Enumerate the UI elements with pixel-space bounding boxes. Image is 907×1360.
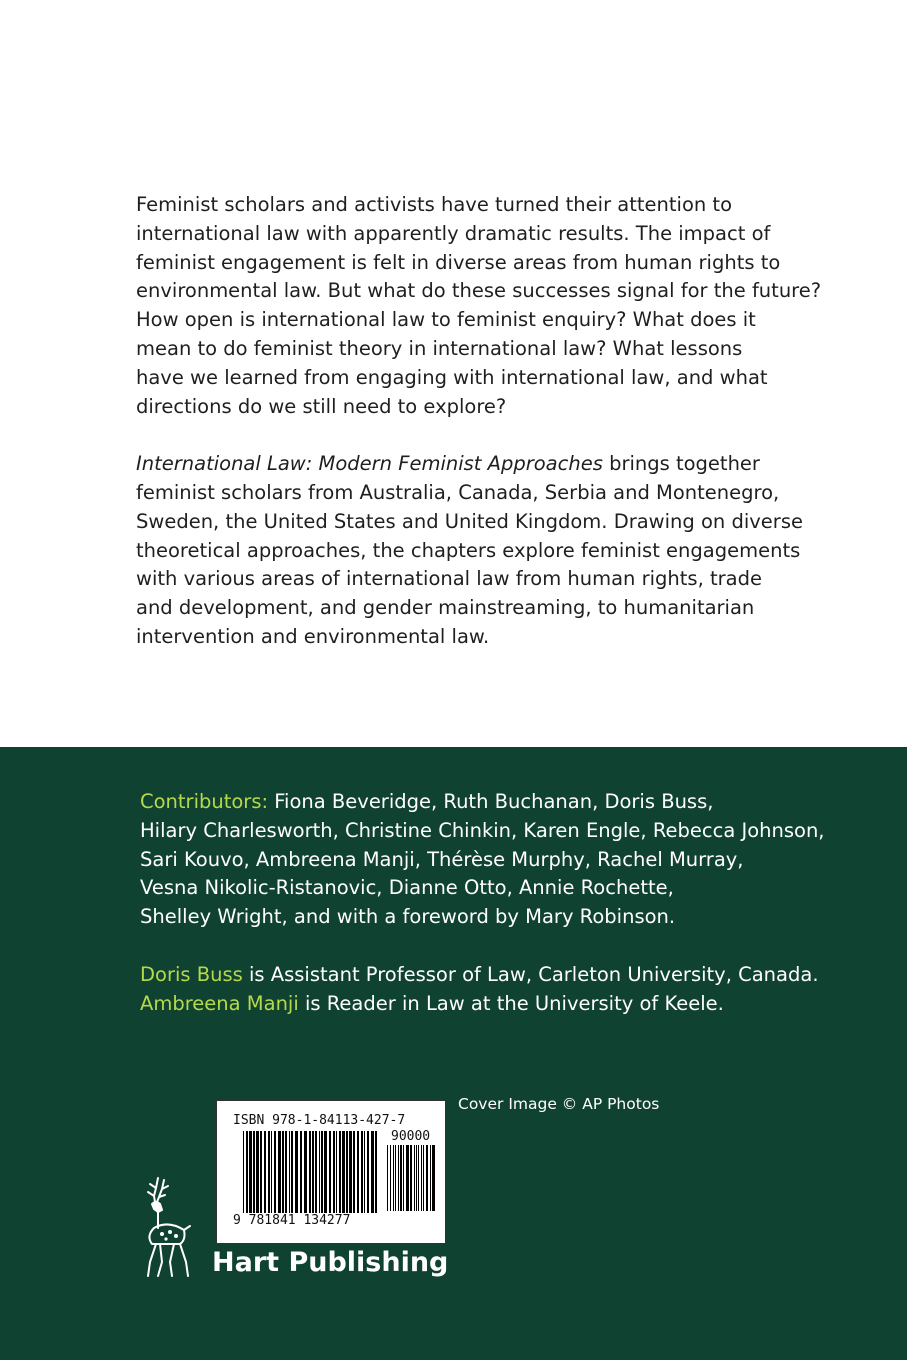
barcode-bar [274,1131,276,1213]
publisher-name: Hart Publishing [212,1247,449,1278]
barcode-bar [398,1145,399,1211]
barcode-bar [430,1145,431,1211]
barcode-bar [243,1131,244,1213]
blurb-line: theoretical approaches, the chapters explore feminist engagements [136,538,801,562]
barcode-bar [264,1131,266,1213]
blurb-line: intervention and environmental law. [136,624,490,648]
barcode-bar [312,1131,314,1213]
cover-image-credit: Cover Image © AP Photos [458,1095,660,1113]
editor-line [140,990,860,1019]
barcode-bar [410,1145,412,1211]
barcode-bar [253,1131,255,1213]
barcode-bar [278,1131,281,1213]
barcode-bar [375,1131,377,1213]
credits [140,788,860,1047]
barcode-bar [295,1131,298,1213]
barcode-bar [256,1131,259,1213]
barcode-digits: 9 781841 134277 [233,1213,351,1228]
barcode-bar [289,1131,290,1213]
barcode-bar [268,1131,270,1213]
blurb-paragraph-2 [136,450,826,652]
blurb-line: Feminist scholars and activists have turned their attention to [136,193,733,216]
contributors-line [140,788,860,817]
barcode-bar [393,1145,394,1211]
blurb-line: feminist scholars from Australia, Canada, Serbia and Montenegro, [136,480,780,504]
blurb-line: have we learned from engaging with international law, and what [136,365,768,389]
barcode-bar [416,1145,417,1211]
barcode-bars [243,1131,379,1213]
barcode-bar [329,1131,331,1213]
barcode-bar [300,1131,302,1213]
contributors-list [140,788,860,932]
contributors-line: Vesna Nikolic-Ristanovic, Dianne Otto, Annie Rochette, [140,876,674,900]
barcode-bar [271,1131,272,1213]
isbn-barcode [216,1100,446,1244]
barcode-bar [339,1131,341,1213]
blurb [136,191,826,681]
editors [140,961,860,1019]
barcode-bar [249,1131,252,1213]
blurb-line: Sweden, the United States and United Kingdom. Drawing on diverse [136,509,803,533]
barcode-bar [421,1145,422,1211]
barcode-bar [319,1131,320,1213]
blurb-line: How open is international law to feminist enquiry? What does it [136,308,756,332]
barcode-bar [342,1131,345,1213]
barcode-bar [349,1131,352,1213]
contributors-line: Shelley Wright, and with a foreword by Mary Robinson. [140,905,676,929]
blurb-line: environmental law. But what do these successes signal for the future? [136,279,822,303]
barcode-bar [291,1131,293,1213]
contributors-label: Contributors: [140,790,269,813]
isbn-label: ISBN 978-1-84113-427-7 [233,1113,406,1128]
barcode-bar [282,1131,284,1213]
blurb-line: and development, and gender mainstreaming, to humanitarian [136,596,755,620]
blurb-line [136,450,826,479]
price-code: 90000 [391,1129,431,1144]
book-title: International Law: Modern Feminist Approaches [136,452,603,476]
barcode-bar [246,1131,248,1213]
contributors-line: Hilary Charlesworth, Christine Chinkin, Karen Engle, Rebecca Johnson, [140,818,825,842]
barcode-bar [364,1131,365,1213]
editor-description: is Assistant Professor of Law, Carleton University, Canada. [242,962,819,986]
barcode-bar [346,1131,348,1213]
barcode-bar [395,1145,396,1211]
barcode-bar [432,1145,435,1211]
editor-name: Doris Buss [140,962,243,986]
barcode-bar [285,1131,287,1213]
contributors-text: Fiona Beveridge, Ruth Buchanan, Doris Buss, [268,790,714,813]
blurb-line: feminist engagement is felt in diverse areas from human rights to [136,250,781,274]
barcode-bar [371,1131,374,1213]
barcode-bar [367,1131,369,1213]
barcode-bar [414,1145,415,1211]
blurb-line: international law with apparently dramatic results. The impact of [136,221,771,245]
barcode-bar [400,1145,402,1211]
barcode-bar [406,1145,409,1211]
editor-description: is Reader in Law at the University of Keele. [298,991,724,1015]
deer-icon [128,1176,196,1280]
contributors-line: Sari Kouvo, Ambreena Manji, Thérèse Murphy, Rachel Murray, [140,847,744,871]
barcode-bar [336,1131,337,1213]
barcode-bar [309,1131,311,1213]
barcode-bar [403,1145,404,1211]
barcode-bar [361,1131,363,1213]
barcode-bar [390,1145,391,1211]
barcode-bar [426,1145,428,1211]
barcode-bar [260,1131,262,1213]
blurb-line: directions do we still need to explore? [136,394,507,418]
editor-line [140,961,860,990]
blurb-text: brings together [602,452,760,476]
barcode-bar [333,1131,335,1213]
barcode-bar [353,1131,355,1213]
blurb-paragraph-1 [136,191,826,421]
barcode-bar [357,1131,359,1213]
blurb-line: mean to do feminist theory in international law? What lessons [136,336,743,360]
barcode-bar [324,1131,327,1213]
barcode-bar [387,1145,388,1211]
editor-name: Ambreena Manji [140,991,299,1015]
barcode-addon-bars [387,1145,437,1211]
barcode-bar [423,1145,424,1211]
barcode-bar [315,1131,317,1213]
barcode-bar [304,1131,307,1213]
barcode-bar [321,1131,323,1213]
barcode-bar [418,1145,419,1211]
blurb-line: with various areas of international law from human rights, trade [136,567,762,591]
